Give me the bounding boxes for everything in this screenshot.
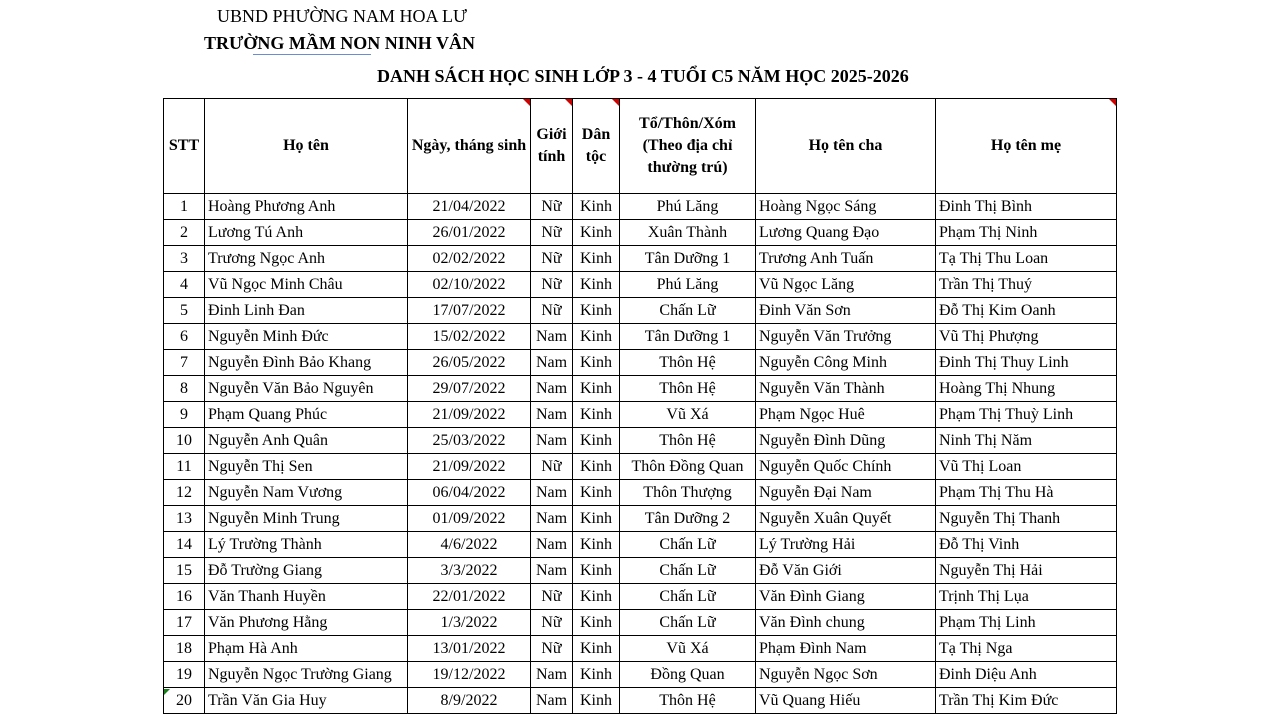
cell-ethnicity[interactable]: Kinh xyxy=(573,246,620,272)
cell-date-of-birth[interactable]: 19/12/2022 xyxy=(408,662,531,688)
cell-gender[interactable]: Nữ xyxy=(531,636,573,662)
cell-full-name[interactable]: Phạm Quang Phúc xyxy=(205,402,408,428)
table-row xyxy=(164,376,1117,402)
cell-stt[interactable]: 10 xyxy=(164,428,205,454)
cell-mother-name[interactable]: Hoàng Thị Nhung xyxy=(936,376,1117,402)
cell-address[interactable]: Chấn Lữ xyxy=(620,298,756,324)
cell-mother-name[interactable]: Nguyễn Thị Hải xyxy=(936,558,1117,584)
cell-gender[interactable]: Nam xyxy=(531,428,573,454)
cell-address[interactable]: Vũ Xá xyxy=(620,402,756,428)
cell-full-name[interactable]: Nguyễn Minh Đức xyxy=(205,324,408,350)
cell-gender[interactable]: Nam xyxy=(531,662,573,688)
table-row xyxy=(164,610,1117,636)
table-header-row xyxy=(164,99,1117,194)
table-row xyxy=(164,298,1117,324)
cell-address[interactable]: Thôn Hệ xyxy=(620,688,756,714)
cell-ethnicity[interactable]: Kinh xyxy=(573,454,620,480)
table-row xyxy=(164,662,1117,688)
table-row xyxy=(164,324,1117,350)
cell-father-name[interactable]: Lương Quang Đạo xyxy=(756,220,936,246)
cell-father-name[interactable]: Nguyễn Văn Trưởng xyxy=(756,324,936,350)
cell-ethnicity[interactable]: Kinh xyxy=(573,194,620,220)
cell-mother-name[interactable]: Tạ Thị Nga xyxy=(936,636,1117,662)
cell-address[interactable]: Thôn Hệ xyxy=(620,376,756,402)
cell-gender[interactable]: Nữ xyxy=(531,194,573,220)
cell-date-of-birth[interactable]: 21/09/2022 xyxy=(408,402,531,428)
cell-father-name[interactable]: Nguyễn Công Minh xyxy=(756,350,936,376)
cell-full-name[interactable]: Lý Trường Thành xyxy=(205,532,408,558)
cell-date-of-birth[interactable]: 13/01/2022 xyxy=(408,636,531,662)
cell-ethnicity[interactable]: Kinh xyxy=(573,376,620,402)
cell-stt[interactable]: 18 xyxy=(164,636,205,662)
cell-address[interactable]: Chấn Lữ xyxy=(620,584,756,610)
cell-full-name[interactable]: Đỗ Trường Giang xyxy=(205,558,408,584)
cell-date-of-birth[interactable]: 4/6/2022 xyxy=(408,532,531,558)
cell-address[interactable]: Tân Dưỡng 1 xyxy=(620,246,756,272)
cell-address[interactable]: Thôn Hệ xyxy=(620,428,756,454)
cell-full-name[interactable]: Trương Ngọc Anh xyxy=(205,246,408,272)
cell-ethnicity[interactable]: Kinh xyxy=(573,402,620,428)
cell-full-name[interactable]: Nguyễn Minh Trung xyxy=(205,506,408,532)
school-name-underline xyxy=(253,54,371,55)
cell-full-name[interactable]: Phạm Hà Anh xyxy=(205,636,408,662)
cell-gender[interactable]: Nữ xyxy=(531,584,573,610)
cell-father-name[interactable]: Phạm Ngọc Huê xyxy=(756,402,936,428)
col-header-ethnicity[interactable]: Dân tộc xyxy=(573,99,620,194)
cell-full-name[interactable]: Nguyễn Văn Bảo Nguyên xyxy=(205,376,408,402)
cell-stt[interactable]: 7 xyxy=(164,350,205,376)
cell-mother-name[interactable]: Phạm Thị Ninh xyxy=(936,220,1117,246)
cell-full-name[interactable]: Hoàng Phương Anh xyxy=(205,194,408,220)
cell-full-name[interactable]: Đinh Linh Đan xyxy=(205,298,408,324)
cell-father-name[interactable]: Nguyễn Ngọc Sơn xyxy=(756,662,936,688)
cell-father-name[interactable]: Phạm Đình Nam xyxy=(756,636,936,662)
table-row xyxy=(164,272,1117,298)
cell-stt[interactable]: 3 xyxy=(164,246,205,272)
cell-stt[interactable]: 17 xyxy=(164,610,205,636)
cell-ethnicity[interactable]: Kinh xyxy=(573,350,620,376)
cell-mother-name[interactable]: Tạ Thị Thu Loan xyxy=(936,246,1117,272)
cell-address[interactable]: Đồng Quan xyxy=(620,662,756,688)
cell-address[interactable]: Chấn Lữ xyxy=(620,558,756,584)
cell-father-name[interactable]: Văn Đình Giang xyxy=(756,584,936,610)
cell-ethnicity[interactable]: Kinh xyxy=(573,220,620,246)
table-row xyxy=(164,428,1117,454)
table-row xyxy=(164,506,1117,532)
cell-date-of-birth[interactable]: 29/07/2022 xyxy=(408,376,531,402)
cell-mother-name[interactable]: Đinh Diệu Anh xyxy=(936,662,1117,688)
cell-full-name[interactable]: Vũ Ngọc Minh Châu xyxy=(205,272,408,298)
cell-mother-name[interactable]: Phạm Thị Thuỳ Linh xyxy=(936,402,1117,428)
cell-ethnicity[interactable]: Kinh xyxy=(573,298,620,324)
cell-stt[interactable]: 2 xyxy=(164,220,205,246)
cell-father-name[interactable]: Nguyễn Quốc Chính xyxy=(756,454,936,480)
cell-date-of-birth[interactable]: 26/01/2022 xyxy=(408,220,531,246)
cell-mother-name[interactable]: Vũ Thị Phượng xyxy=(936,324,1117,350)
cell-date-of-birth[interactable]: 26/05/2022 xyxy=(408,350,531,376)
cell-father-name[interactable]: Hoàng Ngọc Sáng xyxy=(756,194,936,220)
cell-indicator-icon xyxy=(164,689,170,695)
school-name: TRƯỜNG MẦM NON NINH VÂN xyxy=(204,33,475,53)
col-header-stt[interactable]: STT xyxy=(164,99,205,194)
cell-ethnicity[interactable]: Kinh xyxy=(573,324,620,350)
cell-stt[interactable]: 11 xyxy=(164,454,205,480)
cell-stt[interactable]: 15 xyxy=(164,558,205,584)
cell-gender[interactable]: Nam xyxy=(531,350,573,376)
cell-father-name[interactable]: Nguyễn Xuân Quyết xyxy=(756,506,936,532)
cell-address[interactable]: Phú Lăng xyxy=(620,272,756,298)
cell-gender[interactable]: Nữ xyxy=(531,272,573,298)
cell-stt[interactable]: 12 xyxy=(164,480,205,506)
cell-date-of-birth[interactable]: 8/9/2022 xyxy=(408,688,531,714)
cell-full-name[interactable]: Lương Tú Anh xyxy=(205,220,408,246)
table-body xyxy=(164,194,1117,714)
cell-mother-name[interactable]: Trịnh Thị Lụa xyxy=(936,584,1117,610)
table-row xyxy=(164,584,1117,610)
cell-father-name[interactable]: Lý Trường Hải xyxy=(756,532,936,558)
cell-ethnicity[interactable]: Kinh xyxy=(573,688,620,714)
cell-address[interactable]: Chấn Lữ xyxy=(620,532,756,558)
cell-full-name[interactable]: Nguyễn Anh Quân xyxy=(205,428,408,454)
cell-address[interactable]: Xuân Thành xyxy=(620,220,756,246)
cell-gender[interactable]: Nam xyxy=(531,688,573,714)
cell-gender[interactable]: Nam xyxy=(531,376,573,402)
cell-father-name[interactable]: Vũ Quang Hiếu xyxy=(756,688,936,714)
cell-full-name[interactable]: Nguyễn Ngọc Trường Giang xyxy=(205,662,408,688)
col-header-gender[interactable]: Giới tính xyxy=(531,99,573,194)
cell-date-of-birth[interactable]: 06/04/2022 xyxy=(408,480,531,506)
cell-address[interactable]: Thôn Đồng Quan xyxy=(620,454,756,480)
table-row xyxy=(164,350,1117,376)
cell-father-name[interactable]: Văn Đình chung xyxy=(756,610,936,636)
cell-mother-name[interactable]: Nguyễn Thị Thanh xyxy=(936,506,1117,532)
col-header-father-name[interactable]: Họ tên cha xyxy=(756,99,936,194)
table-row xyxy=(164,220,1117,246)
cell-stt[interactable]: 4 xyxy=(164,272,205,298)
table-row xyxy=(164,532,1117,558)
cell-date-of-birth[interactable]: 3/3/2022 xyxy=(408,558,531,584)
cell-full-name[interactable]: Nguyễn Nam Vương xyxy=(205,480,408,506)
cell-stt[interactable]: 9 xyxy=(164,402,205,428)
cell-gender[interactable]: Nữ xyxy=(531,246,573,272)
cell-date-of-birth[interactable]: 17/07/2022 xyxy=(408,298,531,324)
cell-ethnicity[interactable]: Kinh xyxy=(573,506,620,532)
cell-mother-name[interactable]: Đinh Thị Bình xyxy=(936,194,1117,220)
cell-mother-name[interactable]: Phạm Thị Linh xyxy=(936,610,1117,636)
table-row xyxy=(164,480,1117,506)
cell-gender[interactable]: Nam xyxy=(531,532,573,558)
cell-ethnicity[interactable]: Kinh xyxy=(573,532,620,558)
table-row xyxy=(164,688,1117,714)
cell-gender[interactable]: Nam xyxy=(531,402,573,428)
cell-mother-name[interactable]: Ninh Thị Năm xyxy=(936,428,1117,454)
cell-gender[interactable]: Nam xyxy=(531,506,573,532)
cell-ethnicity[interactable]: Kinh xyxy=(573,428,620,454)
cell-date-of-birth[interactable]: 02/02/2022 xyxy=(408,246,531,272)
cell-father-name[interactable]: Đỗ Văn Giới xyxy=(756,558,936,584)
cell-father-name[interactable]: Trương Anh Tuấn xyxy=(756,246,936,272)
table-row xyxy=(164,246,1117,272)
table-row xyxy=(164,402,1117,428)
cell-stt[interactable]: 1 xyxy=(164,194,205,220)
cell-mother-name[interactable]: Vũ Thị Loan xyxy=(936,454,1117,480)
cell-stt[interactable]: 13 xyxy=(164,506,205,532)
cell-gender[interactable]: Nữ xyxy=(531,610,573,636)
cell-full-name[interactable]: Nguyễn Đình Bảo Khang xyxy=(205,350,408,376)
document-title: DANH SÁCH HỌC SINH LỚP 3 - 4 TUỔI C5 NĂM HỌC 2025-2026 xyxy=(377,66,909,86)
table-row xyxy=(164,454,1117,480)
cell-stt[interactable]: 14 xyxy=(164,532,205,558)
cell-gender[interactable]: Nam xyxy=(531,480,573,506)
cell-father-name[interactable]: Đinh Văn Sơn xyxy=(756,298,936,324)
table-row xyxy=(164,558,1117,584)
cell-date-of-birth[interactable]: 01/09/2022 xyxy=(408,506,531,532)
cell-stt[interactable]: 19 xyxy=(164,662,205,688)
cell-address[interactable]: Tân Dưỡng 1 xyxy=(620,324,756,350)
cell-address[interactable]: Phú Lăng xyxy=(620,194,756,220)
cell-full-name[interactable]: Nguyễn Thị Sen xyxy=(205,454,408,480)
cell-full-name[interactable]: Văn Phương Hằng xyxy=(205,610,408,636)
cell-date-of-birth[interactable]: 15/02/2022 xyxy=(408,324,531,350)
cell-stt[interactable]: 5 xyxy=(164,298,205,324)
cell-date-of-birth[interactable]: 1/3/2022 xyxy=(408,610,531,636)
cell-address[interactable]: Thôn Thượng xyxy=(620,480,756,506)
cell-father-name[interactable]: Vũ Ngọc Lăng xyxy=(756,272,936,298)
cell-date-of-birth[interactable]: 21/04/2022 xyxy=(408,194,531,220)
cell-mother-name[interactable]: Đỗ Thị Kim Oanh xyxy=(936,298,1117,324)
cell-ethnicity[interactable]: Kinh xyxy=(573,636,620,662)
col-header-address[interactable]: Tổ/Thôn/Xóm (Theo địa chỉ thường trú) xyxy=(620,99,756,194)
cell-stt[interactable]: 16 xyxy=(164,584,205,610)
cell-ethnicity[interactable]: Kinh xyxy=(573,584,620,610)
cell-gender[interactable]: Nam xyxy=(531,324,573,350)
cell-gender[interactable]: Nữ xyxy=(531,220,573,246)
table-row xyxy=(164,636,1117,662)
cell-stt[interactable]: 8 xyxy=(164,376,205,402)
student-list-table xyxy=(163,98,1117,714)
col-header-date-of-birth[interactable]: Ngày, tháng sinh xyxy=(408,99,531,194)
cell-father-name[interactable]: Nguyễn Đại Nam xyxy=(756,480,936,506)
cell-ethnicity[interactable]: Kinh xyxy=(573,610,620,636)
cell-mother-name[interactable]: Trần Thị Thuý xyxy=(936,272,1117,298)
cell-mother-name[interactable]: Phạm Thị Thu Hà xyxy=(936,480,1117,506)
cell-mother-name[interactable]: Trần Thị Kim Đức xyxy=(936,688,1117,714)
cell-date-of-birth[interactable]: 22/01/2022 xyxy=(408,584,531,610)
cell-mother-name[interactable]: Đinh Thị Thuy Linh xyxy=(936,350,1117,376)
cell-address[interactable]: Chấn Lữ xyxy=(620,610,756,636)
cell-date-of-birth[interactable]: 25/03/2022 xyxy=(408,428,531,454)
col-header-mother-name[interactable]: Họ tên mẹ xyxy=(936,99,1117,194)
cell-gender[interactable]: Nữ xyxy=(531,298,573,324)
cell-ethnicity[interactable]: Kinh xyxy=(573,272,620,298)
cell-address[interactable]: Thôn Hệ xyxy=(620,350,756,376)
cell-full-name[interactable]: Văn Thanh Huyền xyxy=(205,584,408,610)
cell-address[interactable]: Tân Dưỡng 2 xyxy=(620,506,756,532)
cell-ethnicity[interactable]: Kinh xyxy=(573,558,620,584)
cell-gender[interactable]: Nam xyxy=(531,558,573,584)
cell-ethnicity[interactable]: Kinh xyxy=(573,480,620,506)
cell-date-of-birth[interactable]: 21/09/2022 xyxy=(408,454,531,480)
cell-ethnicity[interactable]: Kinh xyxy=(573,662,620,688)
cell-address[interactable]: Vũ Xá xyxy=(620,636,756,662)
col-header-full-name[interactable]: Họ tên xyxy=(205,99,408,194)
table-row xyxy=(164,194,1117,220)
cell-mother-name[interactable]: Đỗ Thị Vinh xyxy=(936,532,1117,558)
cell-stt[interactable]: 6 xyxy=(164,324,205,350)
cell-stt[interactable]: 20 xyxy=(164,688,205,714)
cell-father-name[interactable]: Nguyễn Văn Thành xyxy=(756,376,936,402)
cell-father-name[interactable]: Nguyễn Đình Dũng xyxy=(756,428,936,454)
district-name: UBND PHƯỜNG NAM HOA LƯ xyxy=(217,6,467,26)
cell-date-of-birth[interactable]: 02/10/2022 xyxy=(408,272,531,298)
cell-full-name[interactable]: Trần Văn Gia Huy xyxy=(205,688,408,714)
cell-gender[interactable]: Nữ xyxy=(531,454,573,480)
